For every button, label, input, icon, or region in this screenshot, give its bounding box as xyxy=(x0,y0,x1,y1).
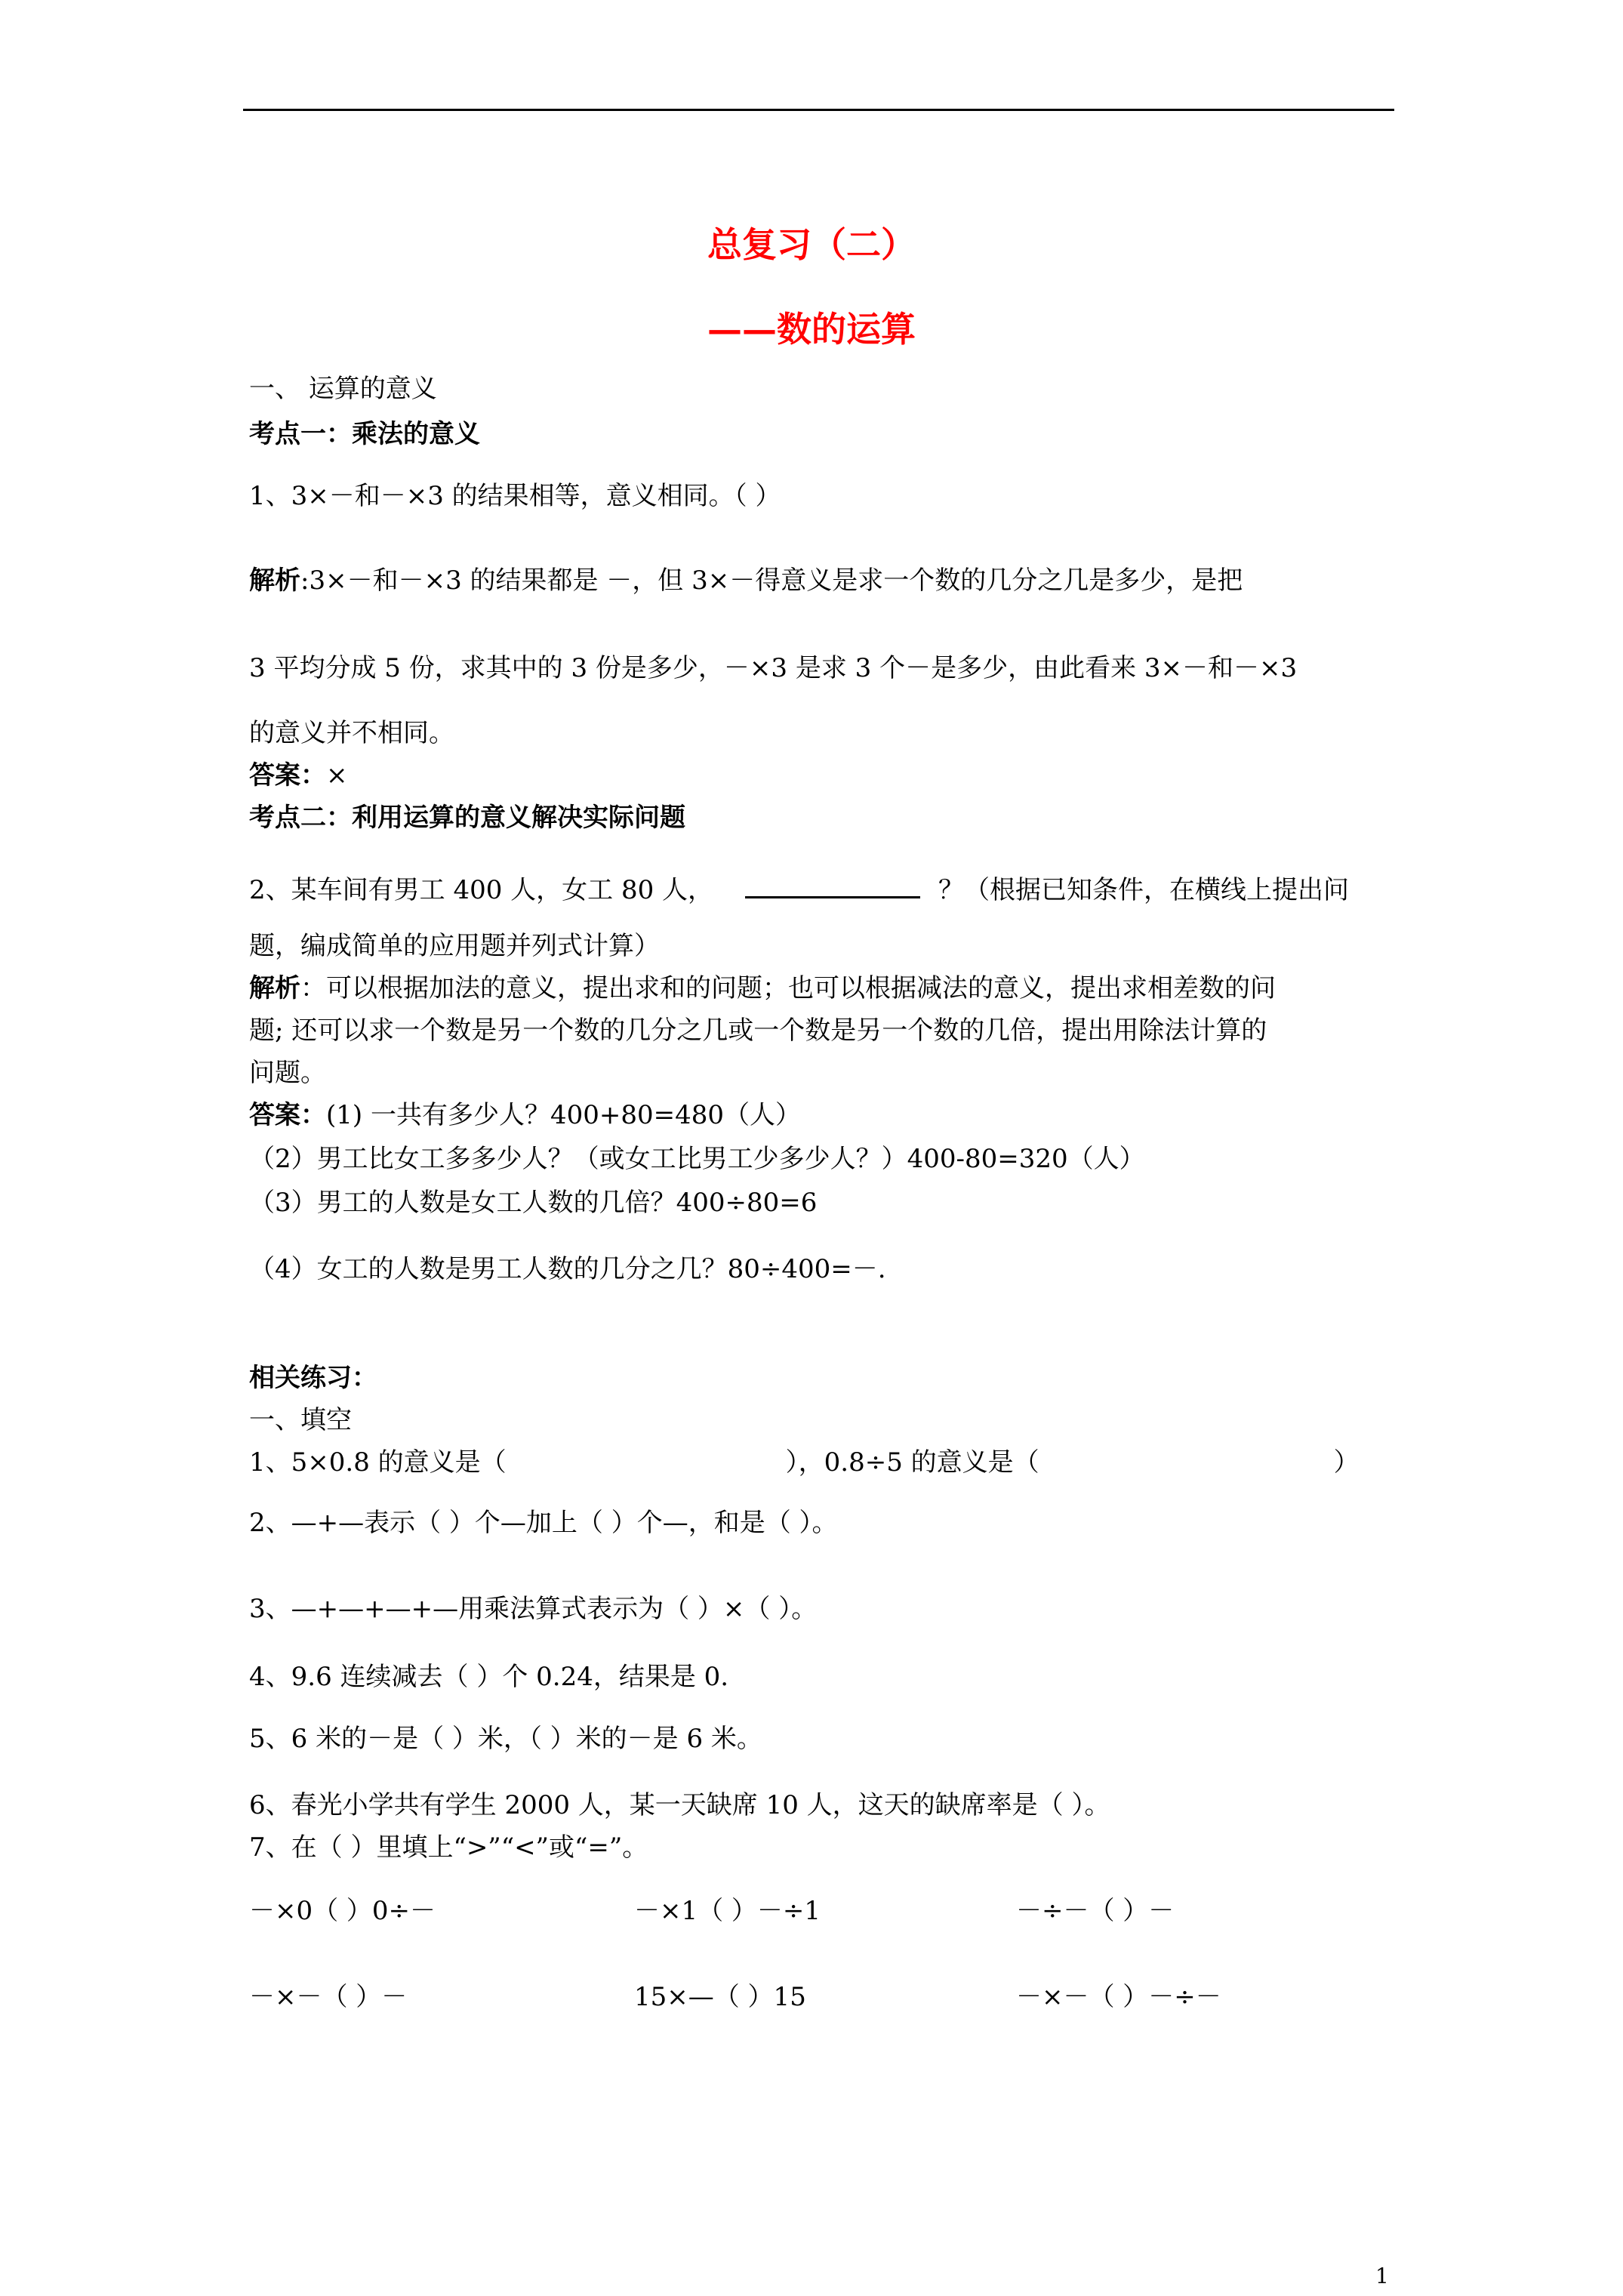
practice-3: 3、—+—+—+—用乘法算式表示为（ ）×（ ）。 xyxy=(249,1594,818,1624)
answer-1: 答案：× xyxy=(249,760,348,791)
practice-5: 5、6 米的－是（ ）米，（ ）米的－是 6 米。 xyxy=(249,1724,762,1754)
answer-2-line-1: 答案：(1) 一共有多少人？400+80=480（人） xyxy=(249,1100,801,1130)
question-2-line-1: 2、某车间有男工 400 人，女工 80 人， ？（根据已知条件，在横线上提出问 xyxy=(249,875,1350,905)
point-two-heading: 考点二：利用运算的意义解决实际问题 xyxy=(249,803,685,833)
analysis-2-line-2: 题; 还可以求一个数是另一个数的几分之几或一个数是另一个数的几倍，提出用除法计算的 xyxy=(249,1015,1267,1046)
question-2-line-2: 题，编成简单的应用题并列式计算） xyxy=(249,931,660,961)
practice-6: 6、春光小学共有学生 2000 人，某一天缺席 10 人，这天的缺席率是（ ）。 xyxy=(249,1790,1110,1820)
point-one-heading: 考点一：乘法的意义 xyxy=(249,419,480,449)
analysis-2-line-1: 解析：可以根据加法的意义，提出求和的问题；也可以根据减法的意义，提出求相差数的问 xyxy=(249,973,1276,1003)
practice-heading: 相关练习： xyxy=(249,1363,377,1393)
page-title: 总复习（二） xyxy=(707,224,916,265)
analysis-label: 解析 xyxy=(249,566,300,596)
answer-2-line-3: （3）男工的人数是女工人数的几倍？400÷80=6 xyxy=(249,1188,818,1218)
analysis-1-line-3: 的意义并不相同。 xyxy=(249,718,454,748)
compare-r1c2: －×1（ ）－÷1 xyxy=(634,1896,821,1926)
analysis-1-line-1: 解析:3×－和－×3 的结果都是 －，但 3×－得意义是求一个数的几分之几是多少，是把 xyxy=(249,566,1243,596)
practice-2: 2、—+—表示（ ）个—加上（ ）个—，和是（ ）。 xyxy=(249,1508,838,1538)
compare-r2c3: －×－（ ）－÷－ xyxy=(1016,1982,1221,2012)
compare-r2c1: －×－（ ）－ xyxy=(249,1982,408,2012)
fill-heading: 一、填空 xyxy=(249,1405,352,1435)
answer-2-line-4: （4）女工的人数是男工人数的几分之几？80÷400=－. xyxy=(249,1254,886,1284)
compare-r1c1: －×0（ ）0÷－ xyxy=(249,1896,436,1926)
analysis-2-line-3: 问题。 xyxy=(249,1058,326,1088)
page-subtitle: ——数的运算 xyxy=(707,309,916,350)
question-1: 1、3×－和－×3 的结果相等，意义相同。（ ） xyxy=(249,481,781,511)
answer-2-line-2: （2）男工比女工多多少人？（或女工比男工少多少人？）400-80=320（人） xyxy=(249,1144,1145,1174)
compare-r1c3: －÷－（ ）－ xyxy=(1016,1896,1175,1926)
analysis-1-line-2: 3 平均分成 5 份，求其中的 3 份是多少，－×3 是求 3 个－是多少，由此看来 3×－和－×3 xyxy=(249,653,1298,683)
page-number: 1 xyxy=(1375,2264,1389,2288)
section-heading: 一、 运算的意义 xyxy=(249,374,437,404)
answer-blank xyxy=(745,896,920,898)
header-rule xyxy=(243,109,1394,111)
practice-1: 1、5×0.8 的意义是（ ），0.8÷5 的意义是（ ） xyxy=(249,1447,1360,1478)
practice-4: 4、9.6 连续减去（ ）个 0.24，结果是 0. xyxy=(249,1662,729,1692)
compare-r2c2: 15×—（ ）15 xyxy=(634,1982,806,2012)
practice-7: 7、在（ ）里填上“>”“<”或“=”。 xyxy=(249,1832,648,1863)
